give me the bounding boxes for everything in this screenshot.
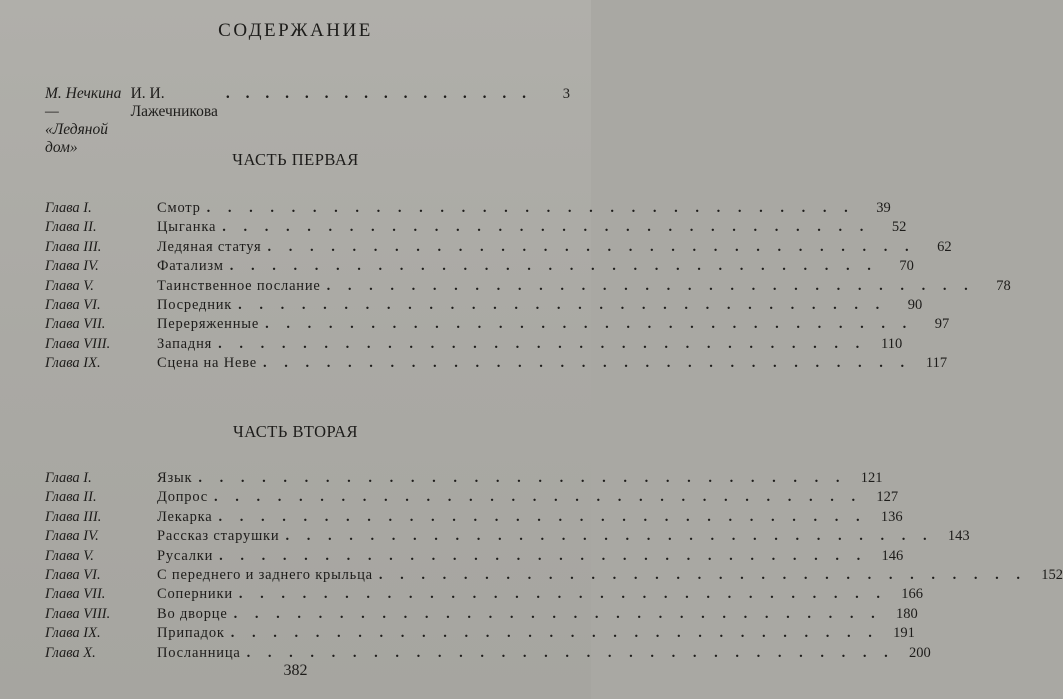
intro-author: М. Нечкина — «Ледяной дом» [45,85,122,156]
chapter-number: Глава IV. [45,528,99,545]
chapter-page: 78 [996,277,1011,294]
chapter-title: Посредник [157,296,233,313]
chapter-title: Цыганка [157,219,217,236]
toc-entry [45,489,899,508]
dot-leader: . . . . . . . . . . . . . . . . . . . . . . . . . . . . . . . [198,470,847,486]
toc-entry [45,335,903,355]
part2-toc [45,470,1063,664]
toc-entry [45,528,970,547]
toc-entry [45,296,923,316]
toc-entry [45,605,918,625]
part2-heading: ЧАСТЬ ВТОРАЯ [232,422,359,441]
toc-entry [45,219,907,238]
chapter-page: 152 [1041,566,1063,583]
chapter-page: 200 [909,644,931,661]
toc-entry [45,508,903,528]
chapter-page: 191 [893,625,915,642]
chapter-title: Соперники [157,586,233,603]
chapter-number: Глава V. [45,547,94,564]
chapter-title: Ледяная статуя [157,238,262,255]
chapter-title: Русалки [157,547,214,564]
intro-entry [45,85,570,157]
chapter-title: Во дворце [157,605,228,622]
chapter-number: Глава II. [45,219,97,236]
chapter-title: Рассказ старушки [157,528,280,545]
dot-leader: . . . . . . . . . . . . . . . . . . . . . . . . . . . . . . . [267,238,916,255]
chapter-page: 143 [947,528,970,545]
toc-entry [45,258,914,277]
toc-entry [45,644,931,664]
chapter-page: 121 [860,470,883,486]
chapter-number: Глава III. [45,238,102,255]
chapter-page: 70 [899,258,914,275]
toc-entry [45,200,891,219]
chapter-number: Глава X. [45,644,96,661]
chapter-number: Глава IV. [45,258,99,275]
chapter-number: Глава II. [45,489,97,506]
chapter-page: 62 [937,238,952,255]
toc-entry [45,316,950,335]
dot-leader: . . . . . . . . . . . . . . . . . . . . . . . . . . . . . . . [229,258,878,275]
dot-leader: . . . . . . . . . . . . . . . . . . . . . . . . . . . . . . . [326,277,975,294]
chapter-title: Западня [157,335,213,352]
dot-leader: . . . . . . . . . . . . . . . . . . . . . . . . . . . . . . . [219,547,868,564]
chapter-page: 180 [895,605,918,622]
chapter-page: 146 [881,547,904,564]
intro-work: И. И. Лажечникова [130,85,218,120]
chapter-number: Глава VII. [45,316,106,333]
dot-leader: . . . . . . . . . . . . . . . . . . . . . . . . . . . . . . . [230,625,879,642]
chapter-page: 166 [901,586,924,603]
dot-leader: . . . . . . . . . . . . . . . . . . . . . . . . . . . . . . . [233,605,882,622]
chapter-number: Глава V. [45,277,94,294]
dot-leader: . . . . . . . . . . . . . . . . . . . . . . . . . . . . . . . [246,644,895,661]
chapter-number: Глава IX. [45,625,101,642]
chapter-page: 117 [925,355,948,372]
dot-leader: . . . . . . . . . . . . . . . . . . . . . . . . . . . . . . . [222,219,871,236]
chapter-number: Глава IX. [45,355,101,372]
chapter-page: 127 [876,489,899,506]
chapter-number: Глава VII. [45,586,106,603]
toc-entry [45,586,924,605]
toc-entry [45,355,948,374]
dot-leader: . . . . . . . . . . . . . . . . . . . . . . . . . . . . . . . [265,316,914,333]
chapter-page: 52 [891,219,907,236]
dot-leader: . . . . . . . . . . . . . . . . . . . . . . . . . . . . . . . [238,296,887,313]
chapter-number: Глава I. [45,200,92,216]
dot-leader: . . . . . . . . . . . . . . . . . . . . . . . . . . . . . . . [263,355,912,372]
chapter-number: Глава VIII. [45,335,111,352]
chapter-number: Глава III. [45,508,102,525]
chapter-title: Переряженные [157,316,260,333]
dot-leader: . . . . . . . . . . . . . . . . . . . . . . . . . . . . . . . [214,489,863,506]
page-number: 382 [283,662,308,679]
toc-entry [45,277,1011,297]
dot-leader: . . . . . . . . . . . . . . . . . . . . . . . . . . . . . . . [238,586,888,603]
chapter-page: 39 [876,200,891,216]
contents-heading: СОДЕРЖАНИЕ [218,20,373,41]
chapter-number: Глава VI. [45,566,101,583]
part1-heading: ЧАСТЬ ПЕРВАЯ [232,150,359,169]
dot-leader: . . . . . . . . . . . . . . . . . . . . . . . . . . . . . . . [218,508,867,525]
chapter-title: Фатализм [157,258,224,275]
chapter-title: Сцена на Неве [157,355,258,372]
chapter-page: 136 [880,508,903,525]
chapter-title: Припадок [157,625,225,642]
part1-toc [45,200,1011,375]
chapter-title: Смотр [157,200,201,216]
chapter-page: 110 [881,335,903,352]
chapter-number: Глава VI. [45,296,101,313]
dot-leader: . . . . . . . . . . . . . . . . . . . . . . . . . . . . . . . [285,528,934,545]
chapter-page: 97 [934,316,950,333]
toc-entry [45,547,904,567]
toc-entry [45,470,883,489]
dot-leader: . . . . . . . . . . . . . . . . . . . . . . . . . . . . . . . [206,200,855,216]
chapter-number: Глава VIII. [45,605,111,622]
dot-leader: . . . . . . . . . . . . . . . . [225,85,532,102]
chapter-title: Таинственное послание [157,277,321,294]
chapter-title: Допрос [157,489,208,506]
chapter-title: Язык [157,470,193,486]
toc-entry [45,566,1063,586]
chapter-title: С переднего и заднего крыльца [157,566,373,583]
toc-entry [45,238,952,258]
chapter-title: Лекарка [157,508,213,525]
dot-leader: . . . . . . . . . . . . . . . . . . . . . . . . . . . . . . . [378,566,1028,583]
dot-leader: . . . . . . . . . . . . . . . . . . . . . . . . . . . . . . . [218,335,867,352]
chapter-page: 90 [907,296,923,313]
chapter-title: Посланница [157,644,241,661]
intro-page: 3 [562,86,570,102]
chapter-number: Глава I. [45,470,92,486]
toc-entry [45,625,915,644]
